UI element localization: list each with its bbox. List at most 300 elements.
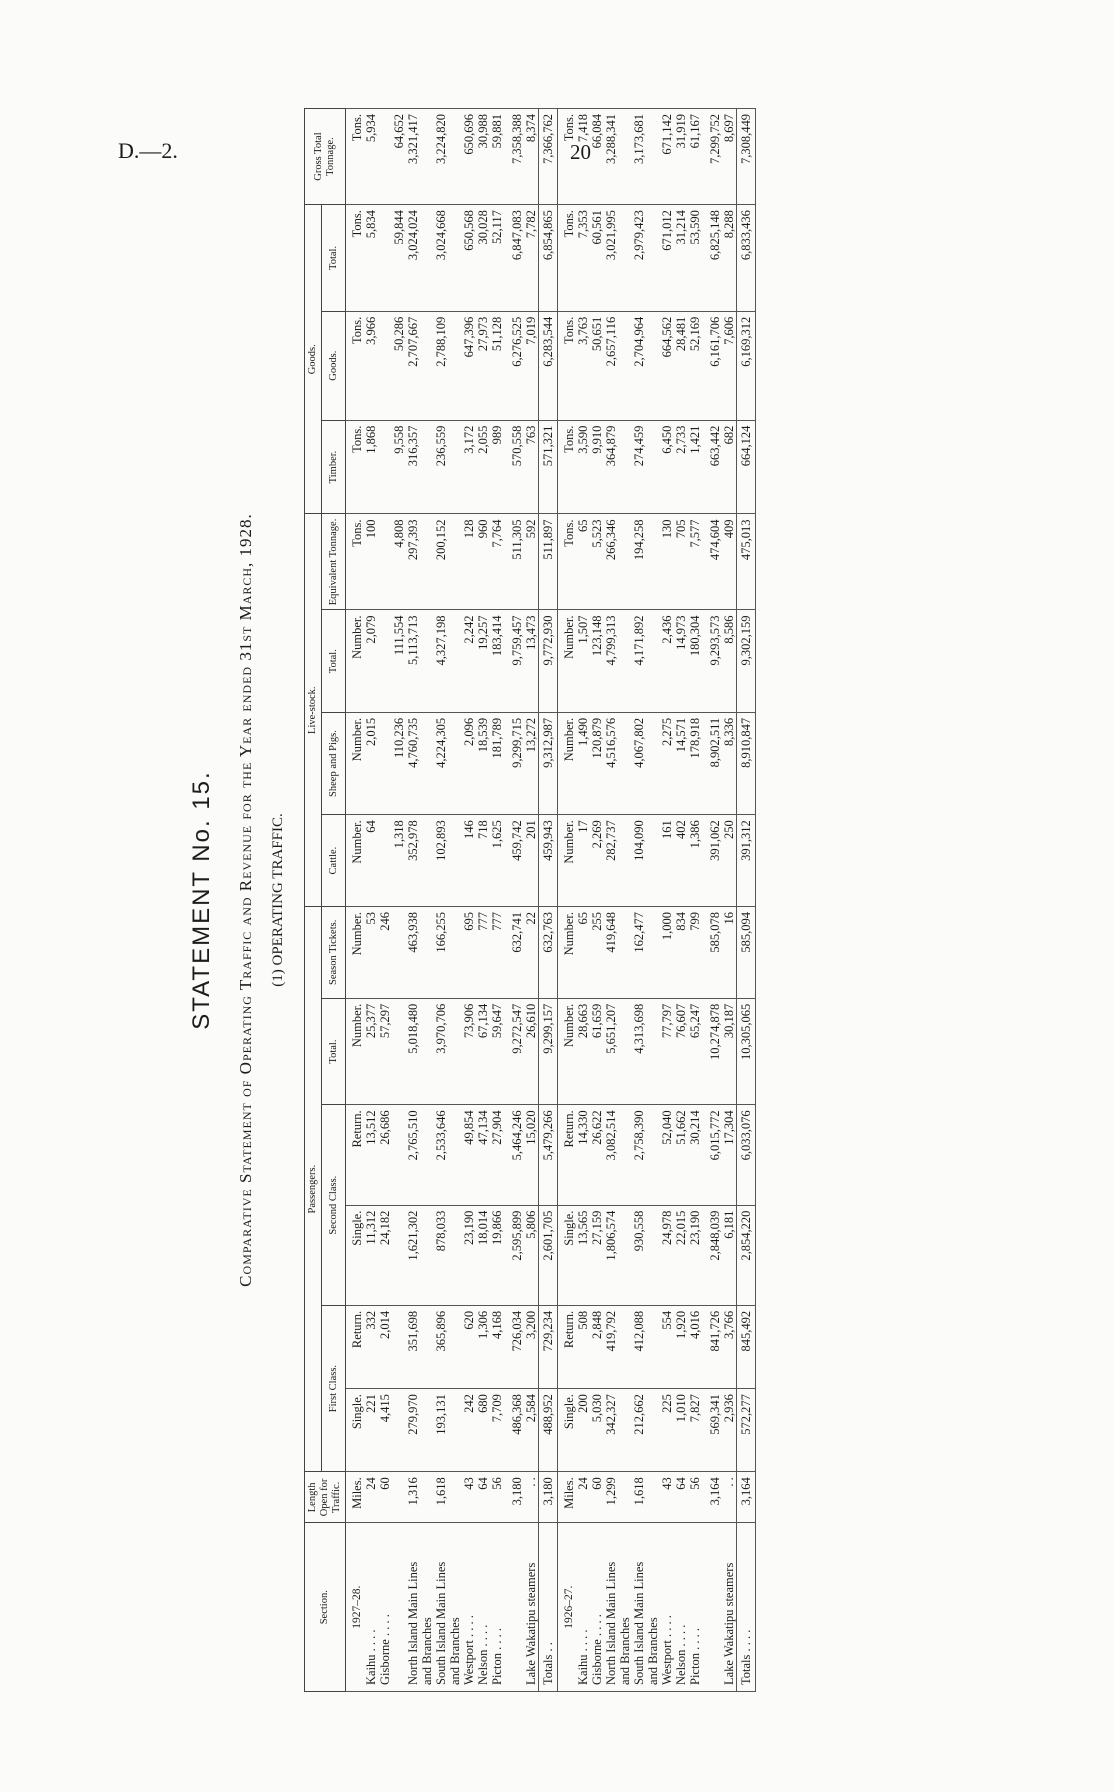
value-cell: 2,055 [476,420,490,514]
value-cell [420,1389,434,1472]
value-cell: 18,014 [476,1205,490,1305]
value-cell: 282,737 [604,815,618,907]
totals-row [539,109,558,1692]
value-cell: 123,148 [590,610,604,712]
table-row [524,109,539,1692]
value-cell: 2,848,039 [708,1205,722,1305]
value-cell: 200,152 [434,514,448,610]
value-cell: 5,018,480 [406,998,420,1105]
table-row [476,109,490,1692]
value-cell [420,712,434,814]
value-cell: 4,516,576 [604,712,618,814]
value-cell: 60,561 [590,205,604,312]
value-cell [618,1389,632,1472]
value-cell: 59,647 [490,998,504,1105]
value-cell: Miles. [558,1472,577,1523]
value-cell: 2,936 [722,1389,737,1472]
value-cell: 180,304 [688,610,702,712]
value-cell: 1,316 [406,1472,420,1523]
value-cell: 4,327,198 [434,610,448,712]
section-cell: Gisborne . . . . [590,1523,604,1692]
value-cell: 11,312 [364,1205,378,1305]
value-cell: 3,763 [576,311,590,420]
value-cell: 19,866 [490,1205,504,1305]
value-cell [448,109,462,205]
value-cell: 5,113,713 [406,610,420,712]
value-cell [378,311,392,420]
value-cell: 3,164 [737,1472,756,1523]
value-cell [448,420,462,514]
value-cell [392,1205,406,1305]
year-row [558,109,577,1692]
table-row [618,109,632,1692]
value-cell [448,311,462,420]
value-cell: 2,079 [364,610,378,712]
value-cell: 13,473 [524,610,539,712]
value-cell: 7,827 [688,1389,702,1472]
value-cell: 9,302,159 [737,610,756,712]
value-cell [646,1472,660,1523]
value-cell: 342,327 [604,1389,618,1472]
value-cell: 620 [462,1305,476,1388]
value-cell: 128 [462,514,476,610]
value-cell: 43 [462,1472,476,1523]
value-cell [618,1105,632,1205]
value-cell: Number. [558,610,577,712]
value-cell: 17 [576,815,590,907]
value-cell: 5,651,207 [604,998,618,1105]
value-cell: 365,896 [434,1305,448,1388]
table-row [420,109,434,1692]
value-cell: 571,321 [539,420,558,514]
value-cell: Number. [346,815,365,907]
value-cell: 7,353 [576,205,590,312]
value-cell: 8,586 [722,610,737,712]
value-cell: 181,789 [490,712,504,814]
value-cell [646,906,660,998]
value-cell: 23,190 [688,1205,702,1305]
col-season: Season Tickets. [322,906,346,998]
value-cell: 8,336 [722,712,737,814]
value-cell: Tons. [558,514,577,610]
totals-row [737,109,756,1692]
value-cell: 1,306 [476,1305,490,1388]
value-cell: 60 [590,1472,604,1523]
value-cell: 16 [722,906,737,998]
value-cell: 47,134 [476,1105,490,1205]
value-cell: 316,357 [406,420,420,514]
group-goods: Goods. [305,205,322,514]
value-cell: 9,299,715 [510,712,524,814]
value-cell: Tons. [346,420,365,514]
table-row [660,109,674,1692]
value-cell: 3,288,341 [604,109,618,205]
value-cell [378,109,392,205]
value-cell: 650,568 [462,205,476,312]
value-cell [618,109,632,205]
value-cell: 459,742 [510,815,524,907]
section-cell: Totals . . . . [737,1523,756,1692]
value-cell: 51,128 [490,311,504,420]
col-goods-total: Total. [322,205,346,312]
value-cell [392,1472,406,1523]
value-cell: 7,308,449 [737,109,756,205]
value-cell: 671,142 [660,109,674,205]
value-cell: Number. [558,815,577,907]
value-cell: 2,014 [378,1305,392,1388]
value-cell: 2,758,390 [632,1105,646,1205]
value-cell: . . [524,1472,539,1523]
value-cell [420,1305,434,1388]
value-cell: 3,180 [510,1472,524,1523]
group-first-class: First Class. [322,1305,346,1471]
table-row [364,109,378,1692]
value-cell: 30,214 [688,1105,702,1205]
value-cell: 682 [722,420,737,514]
col-section: Section. [305,1523,346,1692]
value-cell: Number. [558,998,577,1105]
value-cell: 2,436 [660,610,674,712]
value-cell: 246 [378,906,392,998]
value-cell: 2,584 [524,1389,539,1472]
value-cell [448,205,462,312]
value-cell: 332 [364,1305,378,1388]
value-cell [618,1472,632,1523]
value-cell: 4,799,313 [604,610,618,712]
value-cell: 352,978 [406,815,420,907]
group-livestock: Live-stock. [305,514,322,907]
value-cell: 28,481 [674,311,688,420]
value-cell: 100 [364,514,378,610]
value-cell: 6,854,865 [539,205,558,312]
value-cell: 2,242 [462,610,476,712]
value-cell: 7,782 [524,205,539,312]
value-cell: 49,854 [462,1105,476,1205]
value-cell: 13,565 [576,1205,590,1305]
section-cell: 1926–27. [558,1523,577,1692]
value-cell: Return. [558,1105,577,1205]
value-cell: 391,062 [708,815,722,907]
section-cell: 1927–28. [346,1523,365,1692]
value-cell [646,610,660,712]
value-cell: 419,792 [604,1305,618,1388]
value-cell [618,514,632,610]
value-cell: 664,562 [660,311,674,420]
value-cell: 486,368 [510,1389,524,1472]
value-cell: 1,618 [434,1472,448,1523]
value-cell: 26,610 [524,998,539,1105]
value-cell: 3,970,706 [434,998,448,1105]
value-cell: 250 [722,815,737,907]
value-cell: 1,000 [660,906,674,998]
value-cell: 6,450 [660,420,674,514]
page-number: 20 [570,140,591,164]
value-cell: 632,741 [510,906,524,998]
value-cell [618,1205,632,1305]
value-cell [378,205,392,312]
value-cell: 10,305,065 [737,998,756,1105]
value-cell: Number. [558,712,577,814]
value-cell: 66,084 [590,109,604,205]
value-cell: Tons. [558,205,577,312]
value-cell: 3,766 [722,1305,737,1388]
value-cell: 2,601,705 [539,1205,558,1305]
value-cell: 67,134 [476,998,490,1105]
value-cell: 166,255 [434,906,448,998]
value-cell: 200 [576,1389,590,1472]
table-row [646,109,660,1692]
value-cell: 7,358,388 [510,109,524,205]
value-cell [646,514,660,610]
value-cell: 53 [364,906,378,998]
value-cell [392,1305,406,1388]
value-cell: 2,657,116 [604,311,618,420]
value-cell: 4,168 [490,1305,504,1388]
value-cell: 24,978 [660,1205,674,1305]
section-cell: Kaihu . . . . [576,1523,590,1692]
value-cell: 18,539 [476,712,490,814]
value-cell: 24,182 [378,1205,392,1305]
value-cell: 930,558 [632,1205,646,1305]
value-cell: 834 [674,906,688,998]
value-cell: 2,854,220 [737,1205,756,1305]
value-cell [646,815,660,907]
value-cell: 2,269 [590,815,604,907]
value-cell [646,311,660,420]
value-cell: Number. [346,906,365,998]
value-cell: 274,459 [632,420,646,514]
value-cell: 9,558 [392,420,406,514]
value-cell: 130 [660,514,674,610]
value-cell: 554 [660,1305,674,1388]
value-cell [392,1105,406,1205]
value-cell: 4,313,698 [632,998,646,1105]
section-cell: and Branches [448,1523,462,1692]
col-pass-total: Total. [322,998,346,1105]
table-row [590,109,604,1692]
value-cell: 5,806 [524,1205,539,1305]
value-cell: 56 [490,1472,504,1523]
value-cell: 31,919 [674,109,688,205]
value-cell: 242 [462,1389,476,1472]
value-cell: 409 [722,514,737,610]
value-cell: 4,067,802 [632,712,646,814]
value-cell [618,610,632,712]
value-cell: 59,844 [392,205,406,312]
value-cell: 1,010 [674,1389,688,1472]
value-cell: 878,033 [434,1205,448,1305]
value-cell: 28,663 [576,998,590,1105]
value-cell: 24 [576,1472,590,1523]
section-cell: South Island Main Lines [434,1523,448,1692]
table-row [688,109,702,1692]
value-cell [420,1105,434,1205]
value-cell [448,998,462,1105]
value-cell [420,998,434,1105]
value-cell: 7,764 [490,514,504,610]
table-row [576,109,590,1692]
value-cell: 53,590 [688,205,702,312]
value-cell: 6,276,525 [510,311,524,420]
value-cell: 76,607 [674,998,688,1105]
value-cell: 9,312,987 [539,712,558,814]
value-cell: 8,374 [524,109,539,205]
value-cell: 52,169 [688,311,702,420]
value-cell: 391,312 [737,815,756,907]
value-cell [378,610,392,712]
table-row [708,109,722,1692]
value-cell: 9,772,930 [539,610,558,712]
value-cell: 2,848 [590,1305,604,1388]
value-cell: 671,012 [660,205,674,312]
value-cell: 64,652 [392,109,406,205]
value-cell: 4,016 [688,1305,702,1388]
value-cell [392,998,406,1105]
section-cell: North Island Main Lines [406,1523,420,1692]
value-cell [618,420,632,514]
value-cell: Return. [558,1305,577,1388]
value-cell: 64 [674,1472,688,1523]
value-cell: 9,272,547 [510,998,524,1105]
value-cell: 729,234 [539,1305,558,1388]
section-cell: Gisborne . . . . [378,1523,392,1692]
value-cell [420,815,434,907]
group-passengers: Passengers. [305,906,322,1471]
value-cell: 102,893 [434,815,448,907]
table-body [346,109,756,1692]
value-cell: 212,662 [632,1389,646,1472]
value-cell: 5,934 [364,109,378,205]
value-cell: 6,015,772 [708,1105,722,1205]
value-cell: Number. [346,712,365,814]
value-cell: Tons. [558,109,577,205]
value-cell: 1,920 [674,1305,688,1388]
value-cell: 9,759,457 [510,610,524,712]
value-cell: 419,648 [604,906,618,998]
value-cell: 7,577 [688,514,702,610]
section-cell: North Island Main Lines [604,1523,618,1692]
value-cell: 8,910,847 [737,712,756,814]
value-cell: 10,274,878 [708,998,722,1105]
value-cell: 5,030 [590,1389,604,1472]
value-cell: 4,808 [392,514,406,610]
section-cell: and Branches [420,1523,434,1692]
statement-title: STATEMENT No. 15. [188,770,215,1030]
value-cell: 56 [688,1472,702,1523]
section-cell: Kaihu . . . . [364,1523,378,1692]
value-cell: 459,943 [539,815,558,907]
value-cell: 201 [524,815,539,907]
value-cell: 6,181 [722,1205,737,1305]
value-cell: 14,330 [576,1105,590,1205]
section-cell: Picton . . . . [490,1523,504,1692]
value-cell: 1,421 [688,420,702,514]
value-cell: Single. [346,1389,365,1472]
value-cell: 50,286 [392,311,406,420]
col-equiv: Equivalent Tonnage. [322,514,346,610]
value-cell: 592 [524,514,539,610]
value-cell [378,514,392,610]
col-cattle: Cattle. [322,815,346,907]
value-cell [448,1105,462,1205]
table-row [378,109,392,1692]
value-cell: 569,341 [708,1389,722,1472]
value-cell: 5,523 [590,514,604,610]
value-cell: 7,366,762 [539,109,558,205]
value-cell: 65 [576,906,590,998]
section-cell [708,1523,722,1692]
value-cell: 488,952 [539,1389,558,1472]
value-cell [618,906,632,998]
value-cell: 585,094 [737,906,756,998]
value-cell [618,1305,632,1388]
value-cell: 6,169,312 [737,311,756,420]
value-cell: 26,622 [590,1105,604,1205]
value-cell [420,610,434,712]
value-cell: 73,906 [462,998,476,1105]
value-cell [646,1389,660,1472]
value-cell [646,1305,660,1388]
value-cell: 14,973 [674,610,688,712]
table-row [632,109,646,1692]
section-cell: Nelson . . . . [476,1523,490,1692]
value-cell: 650,696 [462,109,476,205]
section-cell: South Island Main Lines [632,1523,646,1692]
section-cell: Picton . . . . [688,1523,702,1692]
value-cell: 799 [688,906,702,998]
value-cell: 3,180 [539,1472,558,1523]
value-cell [392,1389,406,1472]
value-cell: 960 [476,514,490,610]
value-cell: 845,492 [737,1305,756,1388]
value-cell: 3,172 [462,420,476,514]
value-cell: 5,834 [364,205,378,312]
value-cell [646,712,660,814]
value-cell: 3,021,995 [604,205,618,312]
value-cell [448,906,462,998]
value-cell: 570,558 [510,420,524,514]
value-cell: 25,377 [364,998,378,1105]
value-cell: 104,090 [632,815,646,907]
value-cell [448,1205,462,1305]
value-cell: 2,096 [462,712,476,814]
value-cell: 2,979,423 [632,205,646,312]
value-cell: 225 [660,1389,674,1472]
value-cell: 511,897 [539,514,558,610]
value-cell: 4,415 [378,1389,392,1472]
value-cell [392,906,406,998]
value-cell: 511,305 [510,514,524,610]
value-cell: 6,847,083 [510,205,524,312]
value-cell: 279,970 [406,1389,420,1472]
value-cell: 989 [490,420,504,514]
value-cell: 7,709 [490,1389,504,1472]
value-cell: 1,490 [576,712,590,814]
value-cell [420,205,434,312]
value-cell: 680 [476,1389,490,1472]
value-cell: Number. [346,610,365,712]
value-cell: Tons. [346,109,365,205]
value-cell: 15,020 [524,1105,539,1205]
table-row [462,109,476,1692]
value-cell: 61,167 [688,109,702,205]
table-row [406,109,420,1692]
value-cell [448,1472,462,1523]
section-title: (1) OPERATING TRAFFIC. [270,813,286,987]
value-cell: Tons. [346,514,365,610]
value-cell: 183,414 [490,610,504,712]
value-cell: Return. [346,1305,365,1388]
